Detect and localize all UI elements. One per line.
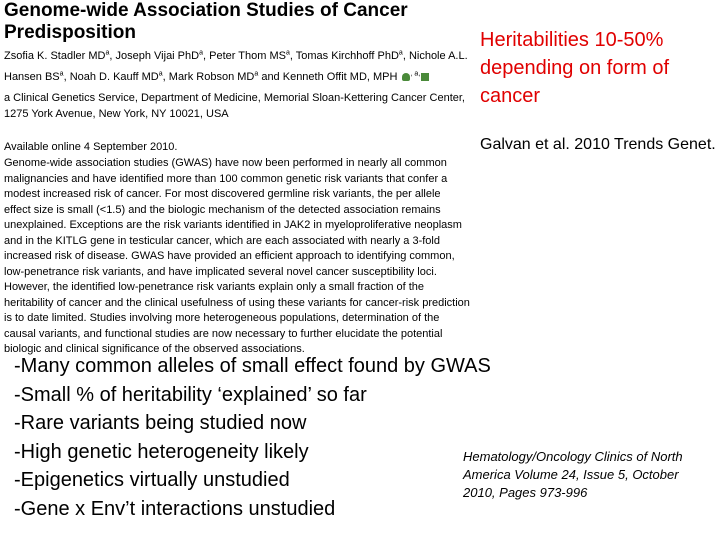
paper-title: Genome-wide Association Studies of Cancer Predisposition xyxy=(4,0,408,43)
author: Zsofia K. Stadler $MD^a$, xyxy=(4,49,116,62)
citation-galvan: Galvan et al. 2010 Trends Genet. xyxy=(480,136,716,153)
heritability-note: Heritabilities 10-50% depending on form of cancer xyxy=(480,29,670,107)
bullet-item: -Rare variants being studied now xyxy=(14,412,307,434)
bullet-item: -High genetic heterogeneity likely xyxy=(14,440,309,463)
bullet-item: -Gene x Env’t interactions unstudied xyxy=(14,497,336,520)
author: Nichole A.L. Hansen $BS^a$, xyxy=(4,50,468,83)
bullet-item: -Small % of heritability ‘explained’ so far xyxy=(14,383,367,406)
available-date: Available online 4 September 2010. xyxy=(4,141,178,153)
person-icon[interactable] xyxy=(402,73,410,81)
bullet-item: -Epigenetics virtually unstudied xyxy=(14,469,290,491)
bullet-item: -Many common alleles of small effect found by GWAS xyxy=(14,355,491,377)
abstract-text: Genome-wide association studies (GWAS) have now been performed in nearly all common malignancies and have identified more than 100 common genetic risk variants that confer a modest increased risk of cancer. For most discovered germline risk variants, the per allele effect size is small (<1.5) and the biologic mechanism of the detected association remains unexplained. Exceptions are the risk variants identified in JAK2 in myeloproliferative neoplasm and in the KITLG gene in testicular cancer, which are each associated with nearly a 3-fold increased risk of disease. GWAS have provided an efficient approach to identifying common, low-penetrance risk variants, and have implicated several novel cancer susceptibility loci. However, the identified low-penetrance risk variants explain only a small fraction of the heritability of cancer and the clinical usefulness of using these variants for cancer-risk prediction is to date limited. Studies involving more heterogeneous populations, determination of the causal variants, and functional studies are now necessary to further elucidate the potential biologic and clinical significance of the observed associations. xyxy=(4,157,470,355)
author-list xyxy=(4,46,470,88)
mail-icon[interactable] xyxy=(421,73,429,81)
author: Noah D. Kauff $MD^a$, xyxy=(69,70,169,83)
author: Mark Robson $MD^a$ and xyxy=(168,70,283,83)
author: Peter Thom $MS^a$, xyxy=(209,49,296,62)
author: Joseph Vijai PhD$^a$, xyxy=(115,49,210,62)
author-sup: , a, xyxy=(410,70,421,78)
citation-hematology: Hematology/Oncology Clinics of North America Volume 24, Issue 5, October 2010, Pages 973-996 xyxy=(463,449,683,500)
author: Kenneth Offit MD, MPH xyxy=(282,71,398,83)
paper-abstract-excerpt xyxy=(4,0,470,355)
affiliation: a Clinical Genetics Service, Department of Medicine, Memorial Sloan-Kettering Cancer Center, 1275 York Avenue, New York, NY 10021, USA xyxy=(4,92,465,120)
author: Tomas Kirchhoff PhD$^a$, xyxy=(295,49,409,62)
